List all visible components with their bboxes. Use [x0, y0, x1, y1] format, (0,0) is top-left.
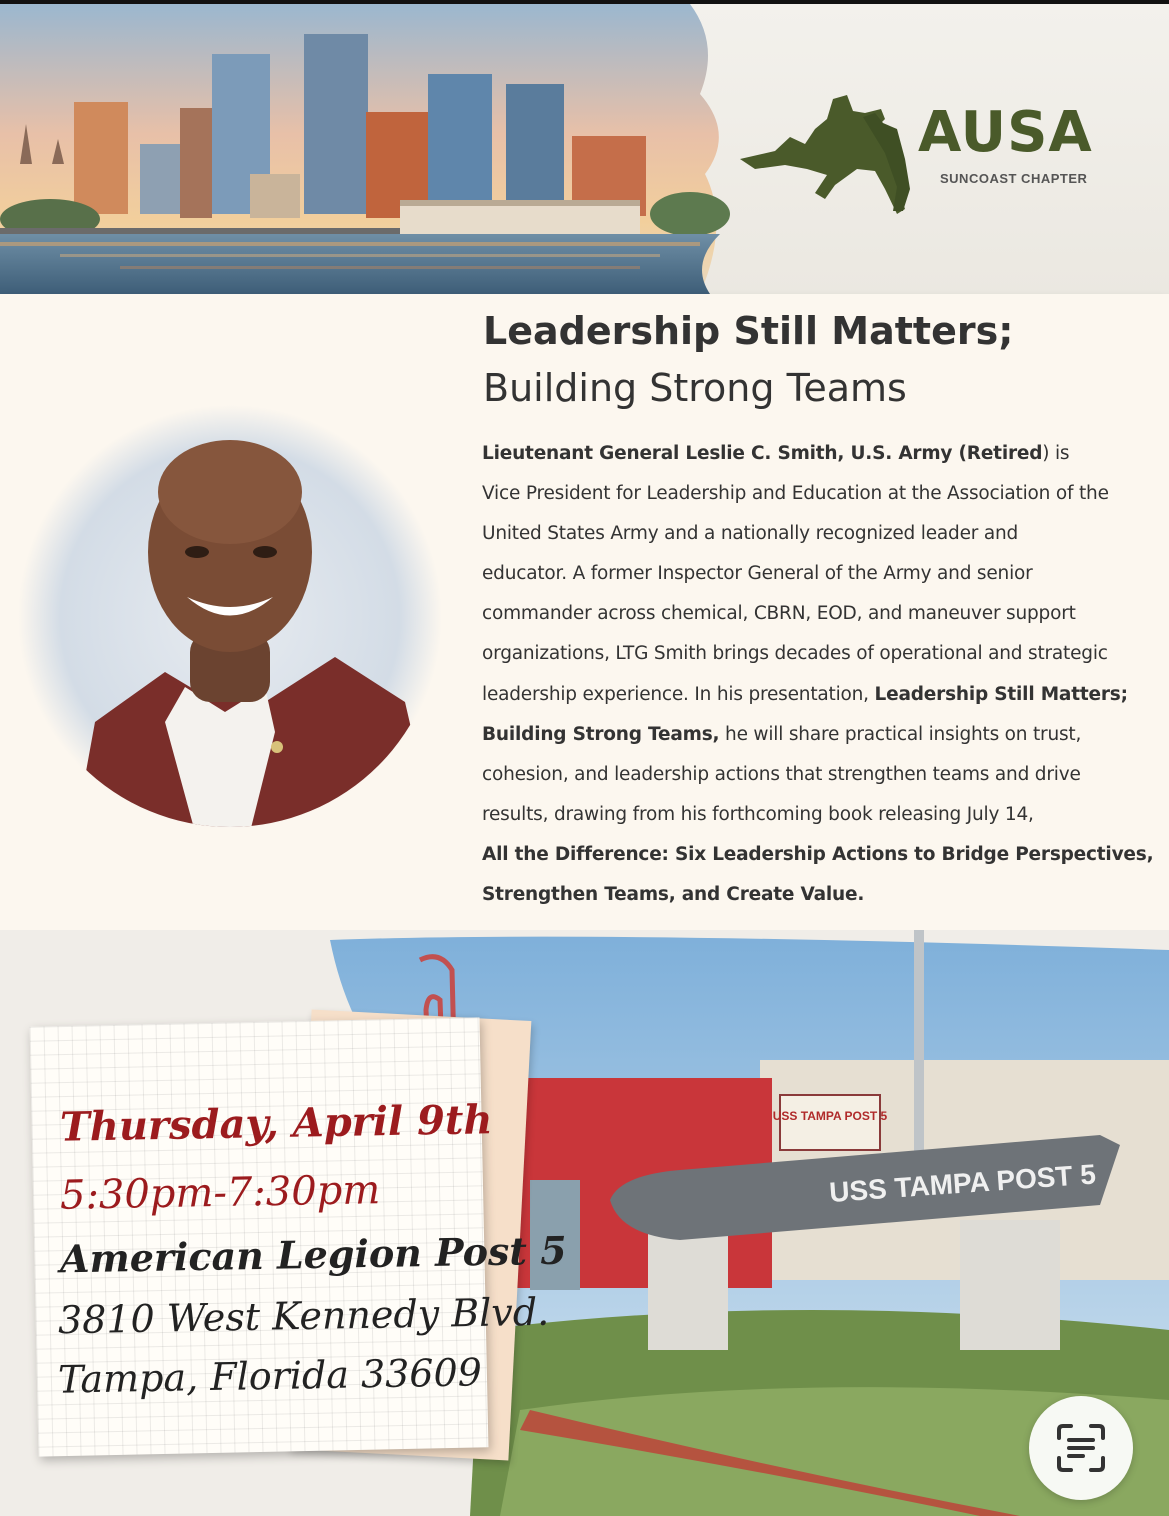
tampa-skyline-illustration [0, 4, 740, 294]
bio-text: leadership experience. In his presentation, [482, 683, 875, 705]
bio-line: commander across chemical, CBRN, EOD, and maneuver support [482, 603, 1076, 625]
header-banner [0, 4, 1169, 294]
chapter-subtitle: SUNCOAST CHAPTER [940, 171, 1088, 186]
event-title-line-2: Building Strong Teams [483, 366, 907, 410]
building-sign-text: USS TAMPA POST 5 [772, 1109, 888, 1123]
ausa-wordmark: AUSA [918, 100, 1093, 165]
venue-section [0, 930, 1169, 1516]
event-title-line-1: Leadership Still Matters; [483, 309, 1014, 353]
speaker-portrait [15, 402, 445, 832]
bio-line: Vice President for Leadership and Education at the Association of the [482, 483, 1109, 505]
speaker-bio [482, 434, 1162, 915]
venue-city: Tampa, Florida 33609 [57, 1350, 483, 1402]
missile-label-text: USS TAMPA POST 5 [828, 1158, 1097, 1208]
event-time: 5:30pm-7:30pm [59, 1167, 381, 1219]
presentation-title-ref: Leadership Still Matters; [874, 683, 1128, 705]
book-title: Strengthen Teams, and Create Value. [482, 884, 865, 906]
book-title: All the Difference: Six Leadership Actions to Bridge Perspectives, [482, 843, 1154, 865]
speaker-name: Lieutenant General Leslie C. Smith, U.S. Army (Retired [482, 443, 1043, 464]
venue-name: American Legion Post 5 [59, 1227, 567, 1282]
bio-line: educator. A former Inspector General of the Army and senior [482, 563, 1033, 585]
event-info-card [0, 294, 1169, 930]
bio-text: ) is [1042, 443, 1070, 464]
venue-address: 3810 West Kennedy Blvd. [57, 1289, 550, 1343]
presentation-title-ref: Building Strong Teams, [482, 723, 720, 745]
bio-text: he will share practical insights on trust, [719, 723, 1082, 745]
text-scan-button[interactable] [1029, 1396, 1133, 1500]
bio-line: United States Army and a nationally recognized leader and [482, 523, 1019, 545]
bio-line: results, drawing from his forthcoming book releasing July 14, [482, 803, 1034, 825]
event-date: Thursday, April 9th [59, 1096, 493, 1151]
bio-line: cohesion, and leadership actions that strengthen teams and drive [482, 763, 1081, 785]
text-scan-icon [1051, 1418, 1111, 1478]
bio-line: organizations, LTG Smith brings decades of operational and strategic [482, 643, 1108, 665]
